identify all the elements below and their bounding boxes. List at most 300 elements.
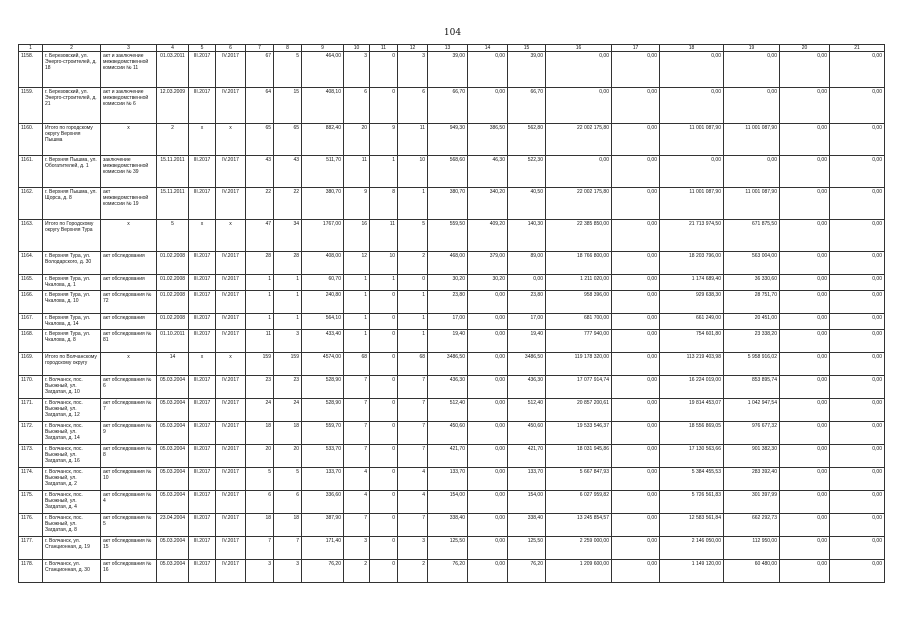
table-cell: 13 245 854,57 <box>546 514 612 537</box>
table-cell: 1161. <box>19 156 43 188</box>
table-cell: 1 <box>274 275 302 291</box>
table-cell: 0,00 <box>780 399 830 422</box>
table-cell: 1 <box>370 156 398 188</box>
table-cell: 01.02.2008 <box>157 291 189 314</box>
table-cell: 5 667 847,93 <box>546 468 612 491</box>
table-cell: IV.2017 <box>216 514 246 537</box>
table-cell: 0,00 <box>780 252 830 275</box>
table-cell: III.2017 <box>189 291 216 314</box>
table-cell: 1160. <box>19 124 43 156</box>
table-cell: 11 <box>370 220 398 252</box>
table-cell: г. Верхняя Тура, ул. Чкалова, д. 8 <box>43 330 101 353</box>
table-cell: г. Верхняя Пышма, ул. Щорса, д. 8 <box>43 188 101 220</box>
table-cell: 23,80 <box>428 291 468 314</box>
table-cell: 64 <box>246 88 274 124</box>
table-cell: 1 <box>246 291 274 314</box>
table-cell: 0 <box>370 491 398 514</box>
table-cell: 949,30 <box>428 124 468 156</box>
column-number: 7 <box>246 45 274 52</box>
table-cell: 8 <box>370 188 398 220</box>
table-cell: акт и заключение межведомственной комиссии № 6 <box>101 88 157 124</box>
table-cell: 11 <box>398 124 428 156</box>
table-cell: III.2017 <box>189 188 216 220</box>
table-cell: 853 895,74 <box>724 376 780 399</box>
table-cell: 01.02.2008 <box>157 275 189 291</box>
table-cell: x <box>189 124 216 156</box>
table-cell: 522,30 <box>508 156 546 188</box>
table-cell: г. Волчанск, пос. Вьюжный, ул. Загдатая, д. 12 <box>43 399 101 422</box>
table-cell: 1 <box>274 314 302 330</box>
table-cell: 929 638,30 <box>660 291 724 314</box>
table-cell: 433,40 <box>302 330 344 353</box>
table-cell: 133,70 <box>508 468 546 491</box>
table-cell: 0,00 <box>830 88 885 124</box>
table-cell: 6 <box>274 491 302 514</box>
table-cell: 68 <box>344 353 370 376</box>
table-cell: 11 <box>344 156 370 188</box>
table-cell: 5 958 916,02 <box>724 353 780 376</box>
table-cell: IV.2017 <box>216 422 246 445</box>
table-cell: 01.03.2011 <box>157 52 189 88</box>
table-cell: 1170. <box>19 376 43 399</box>
table-cell: 7 <box>344 422 370 445</box>
table-cell: 1 211 020,00 <box>546 275 612 291</box>
table-cell: 0 <box>370 445 398 468</box>
table-cell: 0,00 <box>780 537 830 560</box>
table-cell: 19 814 453,07 <box>660 399 724 422</box>
table-cell: 60 480,00 <box>724 560 780 583</box>
table-cell: 159 <box>246 353 274 376</box>
table-cell: 2 <box>398 560 428 583</box>
table-cell: 0,00 <box>780 88 830 124</box>
table-cell: IV.2017 <box>216 275 246 291</box>
table-row <box>19 468 885 491</box>
table-cell: 28 <box>274 252 302 275</box>
table-row <box>19 445 885 468</box>
table-cell: 18 <box>274 514 302 537</box>
table-cell: 0,00 <box>508 275 546 291</box>
table-cell: 1168. <box>19 330 43 353</box>
table-cell: 1165. <box>19 275 43 291</box>
table-cell: 22 <box>246 188 274 220</box>
table-cell: 5 <box>246 468 274 491</box>
table-cell: IV.2017 <box>216 314 246 330</box>
table-cell: 18 <box>274 422 302 445</box>
table-cell: 0 <box>370 353 398 376</box>
table-cell: 1 <box>398 188 428 220</box>
table-cell: 43 <box>246 156 274 188</box>
table-cell: x <box>216 353 246 376</box>
table-cell: 7 <box>344 514 370 537</box>
table-cell: 681 700,00 <box>546 314 612 330</box>
table-cell: 36 330,60 <box>724 275 780 291</box>
table-cell: 1174. <box>19 468 43 491</box>
table-cell: 20 857 200,61 <box>546 399 612 422</box>
table-cell: 0,00 <box>830 330 885 353</box>
column-number: 16 <box>546 45 612 52</box>
table-row <box>19 314 885 330</box>
column-number: 19 <box>724 45 780 52</box>
table-cell: 7 <box>344 445 370 468</box>
table-cell: III.2017 <box>189 314 216 330</box>
table-cell: 16 224 019,00 <box>660 376 724 399</box>
table-cell: 7 <box>246 537 274 560</box>
table-cell: 0 <box>370 376 398 399</box>
table-cell: 05.03.2004 <box>157 560 189 583</box>
column-number: 8 <box>274 45 302 52</box>
column-number: 21 <box>830 45 885 52</box>
table-cell: 0,00 <box>468 314 508 330</box>
table-cell: 12.03.2009 <box>157 88 189 124</box>
table-cell: акт обследования № 15 <box>101 537 157 560</box>
table-cell: 2 259 000,00 <box>546 537 612 560</box>
table-cell: 1 <box>344 314 370 330</box>
table-cell: 0,00 <box>612 422 660 445</box>
table-cell: 0 <box>370 468 398 491</box>
table-cell: 05.03.2004 <box>157 399 189 422</box>
table-cell: 0,00 <box>468 399 508 422</box>
table-cell: 154,00 <box>508 491 546 514</box>
table-cell: 18 556 869,05 <box>660 422 724 445</box>
table-cell: 0,00 <box>780 445 830 468</box>
table-cell: 0,00 <box>660 88 724 124</box>
table-cell: 882,40 <box>302 124 344 156</box>
table-cell: 11 001 087,90 <box>724 188 780 220</box>
table-cell: 5 726 561,83 <box>660 491 724 514</box>
table-cell: 16 <box>344 220 370 252</box>
table-row <box>19 537 885 560</box>
table-cell: 1172. <box>19 422 43 445</box>
table-cell: 1167. <box>19 314 43 330</box>
table-cell: 0 <box>370 291 398 314</box>
table-cell: 0,00 <box>468 330 508 353</box>
table-cell: акт обследования № 7 <box>101 399 157 422</box>
table-cell: 11 001 087,90 <box>660 124 724 156</box>
table-cell: 0,00 <box>612 124 660 156</box>
table-cell: 1166. <box>19 291 43 314</box>
table-cell: 20 451,00 <box>724 314 780 330</box>
table-cell: 20 <box>344 124 370 156</box>
table-row <box>19 399 885 422</box>
table-cell: 283 392,40 <box>724 468 780 491</box>
column-number: 1 <box>19 45 43 52</box>
table-cell: 662 292,73 <box>724 514 780 537</box>
table-cell: 0,00 <box>468 560 508 583</box>
table-cell: 76,20 <box>508 560 546 583</box>
table-cell: 512,40 <box>428 399 468 422</box>
table-cell: 1 <box>344 275 370 291</box>
table-cell: 3486,50 <box>508 353 546 376</box>
table-cell: 40,50 <box>508 188 546 220</box>
table-cell: III.2017 <box>189 468 216 491</box>
table-cell: 01.10.2011 <box>157 330 189 353</box>
table-cell: 20 <box>274 445 302 468</box>
table-cell: 1159. <box>19 88 43 124</box>
table-cell: 0,00 <box>546 88 612 124</box>
table-cell: 0,00 <box>612 537 660 560</box>
table-cell: 976 677,32 <box>724 422 780 445</box>
table-cell: 0,00 <box>780 220 830 252</box>
table-cell: 0,00 <box>780 422 830 445</box>
table-cell: 1 <box>398 330 428 353</box>
table-cell: 28 <box>246 252 274 275</box>
table-cell: 30,20 <box>468 275 508 291</box>
table-cell: 3 <box>274 560 302 583</box>
table-cell: 1164. <box>19 252 43 275</box>
table-cell: 0,00 <box>830 399 885 422</box>
table-cell: 754 601,80 <box>660 330 724 353</box>
table-cell: 4 <box>344 491 370 514</box>
table-cell: 0 <box>370 399 398 422</box>
table-cell: 1 <box>246 275 274 291</box>
table-cell: г. Березовский, ул. Энерго-строителей, д. 18 <box>43 52 101 88</box>
table-cell: 4574,00 <box>302 353 344 376</box>
table-cell: III.2017 <box>189 399 216 422</box>
table-cell: 1 174 689,40 <box>660 275 724 291</box>
table-cell: 12 583 561,84 <box>660 514 724 537</box>
table-cell: 113 219 403,98 <box>660 353 724 376</box>
table-cell: x <box>101 124 157 156</box>
table-cell: акт обследования № 6 <box>101 376 157 399</box>
table-cell: 2 <box>157 124 189 156</box>
table-cell: 1 <box>370 275 398 291</box>
table-cell: III.2017 <box>189 252 216 275</box>
table-cell: 11 001 087,90 <box>724 124 780 156</box>
table-cell: IV.2017 <box>216 188 246 220</box>
table-cell: 0,00 <box>830 291 885 314</box>
table-cell: г. Волчанск, пос. Вьюжный, ул. Загдатая, д. 16 <box>43 445 101 468</box>
table-cell: 528,90 <box>302 399 344 422</box>
table-cell: 05.03.2004 <box>157 491 189 514</box>
table-cell: 436,30 <box>508 376 546 399</box>
table-cell: 76,20 <box>428 560 468 583</box>
table-cell: 0,00 <box>780 376 830 399</box>
table-cell: 01.02.2008 <box>157 314 189 330</box>
table-cell: 0,00 <box>780 188 830 220</box>
table-cell: г. Волчанск, ул. Станционная, д. 19 <box>43 537 101 560</box>
table-cell: 0,00 <box>468 52 508 88</box>
table-cell: 0,00 <box>612 252 660 275</box>
table-cell: 421,70 <box>428 445 468 468</box>
table-cell: 125,50 <box>508 537 546 560</box>
table-cell: 0,00 <box>612 445 660 468</box>
table-cell: 22 <box>274 188 302 220</box>
table-cell: IV.2017 <box>216 252 246 275</box>
table-cell: 0,00 <box>612 399 660 422</box>
table-cell: 1178. <box>19 560 43 583</box>
table-cell: 05.03.2004 <box>157 468 189 491</box>
table-cell: 68 <box>398 353 428 376</box>
table-cell: 5 384 455,53 <box>660 468 724 491</box>
table-cell: 112 950,00 <box>724 537 780 560</box>
table-cell: акт обследования <box>101 275 157 291</box>
table-row <box>19 124 885 156</box>
table-cell: 6 <box>344 88 370 124</box>
table-cell: 0,00 <box>830 275 885 291</box>
table-cell: 568,60 <box>428 156 468 188</box>
table-cell: 0,00 <box>468 514 508 537</box>
table-cell: 559,50 <box>428 220 468 252</box>
table-cell: 336,60 <box>302 491 344 514</box>
table-cell: IV.2017 <box>216 156 246 188</box>
table-cell: 0,00 <box>780 330 830 353</box>
table-cell: 3 <box>344 537 370 560</box>
table-cell: акт обследования № 8 <box>101 445 157 468</box>
table-cell: 7 <box>398 422 428 445</box>
table-cell: 0,00 <box>612 491 660 514</box>
table-cell: 0,00 <box>612 330 660 353</box>
column-number: 15 <box>508 45 546 52</box>
table-cell: акт обследования № 72 <box>101 291 157 314</box>
table-cell: г. Волчанск, ул. Станционная, д. 30 <box>43 560 101 583</box>
table-cell: 19,40 <box>428 330 468 353</box>
column-number: 3 <box>101 45 157 52</box>
table-cell: 24 <box>246 399 274 422</box>
table-cell: 22 002 175,80 <box>546 124 612 156</box>
table-cell: 23,80 <box>508 291 546 314</box>
table-cell: 11 001 087,90 <box>660 188 724 220</box>
table-cell: 511,70 <box>302 156 344 188</box>
table-cell: акт обследования № 16 <box>101 560 157 583</box>
table-cell: 1 209 600,00 <box>546 560 612 583</box>
table-cell: 133,70 <box>302 468 344 491</box>
table-cell: 0,00 <box>546 52 612 88</box>
column-number: 2 <box>43 45 101 52</box>
table-cell: 19,40 <box>508 330 546 353</box>
table-row <box>19 291 885 314</box>
table-cell: 0,00 <box>830 52 885 88</box>
table-cell: 7 <box>398 376 428 399</box>
table-cell: Итого по Городскому округу Верхняя Тура <box>43 220 101 252</box>
table-cell: 19 533 546,37 <box>546 422 612 445</box>
table-cell: 43 <box>274 156 302 188</box>
table-cell: x <box>189 220 216 252</box>
table-cell: 6 <box>398 88 428 124</box>
table-cell: 0,00 <box>830 188 885 220</box>
table-cell: 0,00 <box>780 491 830 514</box>
table-cell: x <box>216 220 246 252</box>
table-cell: 65 <box>274 124 302 156</box>
table-row <box>19 52 885 88</box>
table-cell: 436,30 <box>428 376 468 399</box>
column-number: 20 <box>780 45 830 52</box>
table-cell: 338,40 <box>508 514 546 537</box>
table-cell: г. Верхняя Тура, ул. Чкалова, д. 10 <box>43 291 101 314</box>
table-cell: г. Волчанск, пос. Вьюжный, ул. Загдатая, д. 2 <box>43 468 101 491</box>
table-cell: III.2017 <box>189 514 216 537</box>
column-number: 17 <box>612 45 660 52</box>
table-cell: 512,40 <box>508 399 546 422</box>
column-number: 6 <box>216 45 246 52</box>
table-cell: 28 751,70 <box>724 291 780 314</box>
table-cell: 15.11.2011 <box>157 156 189 188</box>
table-cell: акт обследования № 9 <box>101 422 157 445</box>
table-cell: 533,70 <box>302 445 344 468</box>
table-row <box>19 560 885 583</box>
table-cell: 3 <box>398 52 428 88</box>
table-cell: 22 002 175,80 <box>546 188 612 220</box>
table-cell: III.2017 <box>189 376 216 399</box>
table-cell: 1 <box>344 330 370 353</box>
table-cell: акт обследования <box>101 314 157 330</box>
table-cell: 0,00 <box>612 314 660 330</box>
table-cell: 0,00 <box>468 468 508 491</box>
table-cell: 0,00 <box>830 422 885 445</box>
table-cell: акт обследования <box>101 252 157 275</box>
table-cell: 23 <box>274 376 302 399</box>
table-cell: 4 <box>398 491 428 514</box>
table-cell: 159 <box>274 353 302 376</box>
table-cell: 34 <box>274 220 302 252</box>
table-cell: г. Волчанск, пос. Вьюжный, ул. Загдатая, д. 4 <box>43 491 101 514</box>
table-cell: 12 <box>344 252 370 275</box>
table-cell: г. Верхняя Пышма, ул. Обогатителей, д. 1 <box>43 156 101 188</box>
table-cell: 22 385 850,00 <box>546 220 612 252</box>
table-cell: 30,20 <box>428 275 468 291</box>
table-cell: IV.2017 <box>216 88 246 124</box>
table-cell: акт и заключение межведомственной комиссии № 11 <box>101 52 157 88</box>
table-cell: 76,20 <box>302 560 344 583</box>
table-cell: 0,00 <box>724 88 780 124</box>
table-cell: 0 <box>370 560 398 583</box>
table-cell: 24 <box>274 399 302 422</box>
table-cell: г. Волчанск, пос. Вьюжный, ул. Загдатая, д. 8 <box>43 514 101 537</box>
table-cell: 89,00 <box>508 252 546 275</box>
table-cell: 0,00 <box>612 88 660 124</box>
table-cell: 23.04.2004 <box>157 514 189 537</box>
table-cell: 408,00 <box>302 252 344 275</box>
table-cell: 958 396,00 <box>546 291 612 314</box>
table-cell: 1767,00 <box>302 220 344 252</box>
table-cell: 464,00 <box>302 52 344 88</box>
table-cell: 0 <box>398 275 428 291</box>
table-cell: 39,00 <box>428 52 468 88</box>
column-number-row <box>19 45 885 52</box>
table-cell: 777 940,00 <box>546 330 612 353</box>
table-cell: 0,00 <box>780 52 830 88</box>
page-number: 104 <box>443 28 462 38</box>
table-cell: 10 <box>370 252 398 275</box>
table-cell: 0,00 <box>780 560 830 583</box>
table-cell: 468,00 <box>428 252 468 275</box>
table-cell: 0,00 <box>724 52 780 88</box>
table-cell: 125,50 <box>428 537 468 560</box>
table-cell: 10 <box>398 156 428 188</box>
table-cell: 380,70 <box>302 188 344 220</box>
table-cell: 0,00 <box>660 156 724 188</box>
column-number: 5 <box>189 45 216 52</box>
table-body <box>19 52 885 583</box>
table-cell: 450,60 <box>428 422 468 445</box>
table-cell: 18 766 800,00 <box>546 252 612 275</box>
table-cell: IV.2017 <box>216 376 246 399</box>
table-cell: 7 <box>398 514 428 537</box>
table-cell: 563 004,00 <box>724 252 780 275</box>
table-cell: IV.2017 <box>216 291 246 314</box>
table-cell: 05.03.2004 <box>157 445 189 468</box>
table-cell: III.2017 <box>189 422 216 445</box>
table-cell: 0,00 <box>612 188 660 220</box>
table-cell: 4 <box>398 468 428 491</box>
table-cell: 0,00 <box>612 156 660 188</box>
table-row <box>19 330 885 353</box>
table-cell: 1169. <box>19 353 43 376</box>
table-cell: x <box>101 353 157 376</box>
table-cell: III.2017 <box>189 491 216 514</box>
table-cell: 409,20 <box>468 220 508 252</box>
table-cell: x <box>189 353 216 376</box>
table-cell: 0,00 <box>468 422 508 445</box>
